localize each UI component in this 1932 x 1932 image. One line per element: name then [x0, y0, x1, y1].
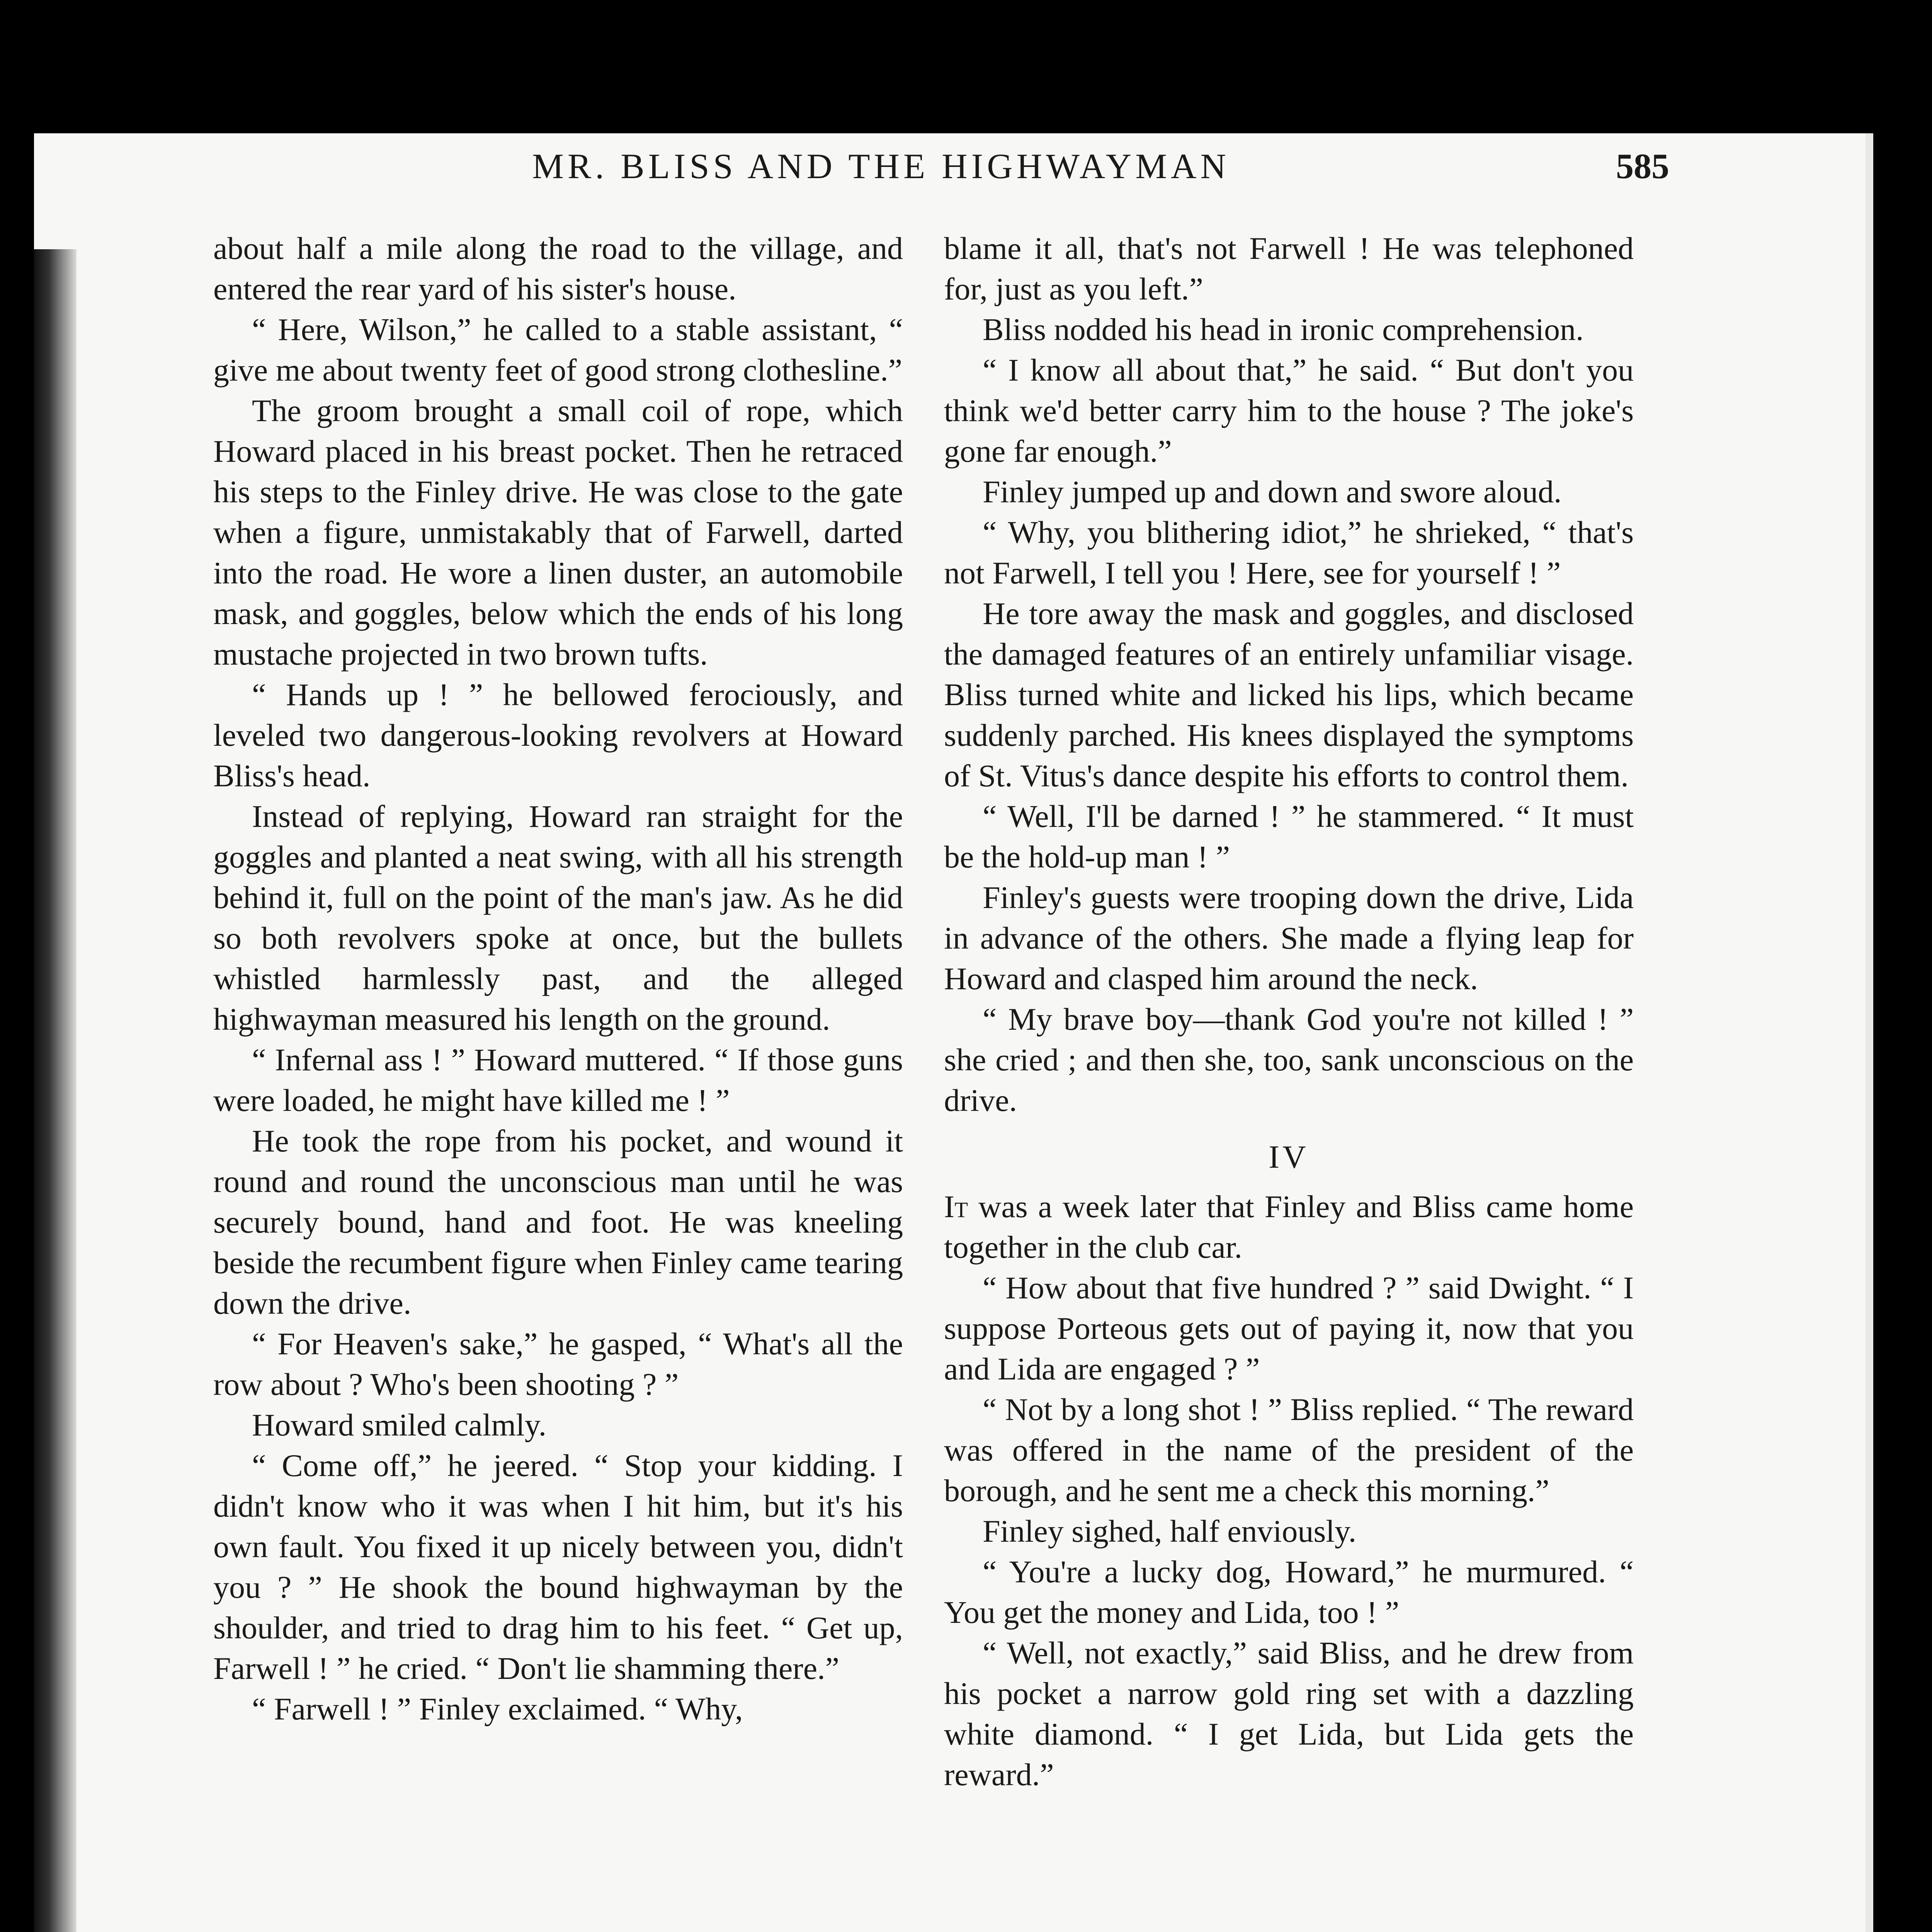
paragraph: “ My brave boy—thank God you're not killed ! ” she cried ; and then she, too, sank unconscious on the drive. — [944, 1002, 1634, 1118]
running-head: MR. BLISS AND THE HIGHWAYMAN — [532, 146, 1230, 186]
left-column — [213, 228, 903, 1729]
paragraph: Finley's guests were trooping down the drive, Lida in advance of the others. She made a flying leap for Howard and clasped him around the neck. — [944, 880, 1634, 996]
paragraph: “ Here, Wilson,” he called to a stable assistant, “ give me about twenty feet of good strong clothesline.” — [213, 312, 903, 388]
paragraph: He took the rope from his pocket, and wound it round and round the unconscious man until he was securely bound, hand and foot. He was kneeling beside the recumbent figure when Finley came tearing down the drive. — [213, 1123, 903, 1321]
paragraph: “ How about that five hundred ? ” said Dwight. “ I suppose Porteous gets out of paying it, now that you and Lida are engaged ? ” — [944, 1270, 1634, 1386]
paragraph: blame it all, that's not Farwell ! He was telephoned for, just as you left.” — [944, 231, 1634, 306]
paragraph: “ I know all about that,” he said. “ But don't you think we'd better carry him to the house ? The joke's gone far enough.” — [944, 352, 1634, 469]
paragraph: “ Why, you blithering idiot,” he shrieked, “ that's not Farwell, I tell you ! Here, see for yourself ! ” — [944, 515, 1634, 590]
paragraph: He tore away the mask and goggles, and disclosed the damaged features of an entirely unfamiliar visage. Bliss turned white and licked his lips, which became suddenly parched. His knees displayed the symptoms of St. Vitus's dance despite his efforts to control them. — [944, 596, 1634, 793]
paragraph: “ Well, not exactly,” said Bliss, and he drew from his pocket a narrow gold ring set with a dazzling white diamond. “ I get Lida, but Lida gets the reward.” — [944, 1635, 1634, 1792]
paragraph: Howard smiled calmly. — [252, 1407, 547, 1442]
right-column-part-a — [944, 228, 1634, 1121]
section-heading: IV — [1269, 1139, 1309, 1175]
paragraph: Finley sighed, half enviously. — [983, 1514, 1357, 1549]
paragraph: “ For Heaven's sake,” he gasped, “ What's all the row about ? Who's been shooting ? ” — [213, 1326, 903, 1402]
paragraph: “ Not by a long shot ! ” Bliss replied. “ The reward was offered in the name of the president of the borough, and he sent me a check this morning.” — [944, 1392, 1634, 1508]
page-gutter-shadow — [34, 249, 77, 1932]
paragraph: Instead of replying, Howard ran straight for the goggles and planted a neat swing, with all his strength behind it, full on the point of the man's jaw. As he did so both revolvers spoke at once, but the bullets whistled harmlessly past, and the alleged highwayman measured his length on the ground. — [213, 799, 903, 1037]
paragraph: “ Come off,” he jeered. “ Stop your kidding. I didn't know who it was when I hit him, but it's his own fault. You fixed it up nicely between you, didn't you ? ” He shook the bound highwayman by the shoulder, and tried to drag him to his feet. “ Get up, Farwell ! ” he cried. “ Don't lie shamming there.” — [213, 1448, 903, 1686]
section-first-text: was a week later that Finley and Bliss came home together in the club car. — [944, 1189, 1634, 1265]
paragraph: The groom brought a small coil of rope, which Howard placed in his breast pocket. Then he retraced his steps to the Finley drive. He was close to the gate when a figure, unmistakably that of Farwell, darted into the road. He wore a linen duster, an automobile mask, and goggles, below which the ends of his long mustache projected in two brown tufts. — [213, 393, 903, 672]
paragraph: Bliss nodded his head in ironic comprehension. — [983, 312, 1584, 347]
right-column — [944, 228, 1634, 1795]
right-column-part-b — [944, 1267, 1634, 1795]
paragraph: “ You're a lucky dog, Howard,” he murmured. “ You get the money and Lida, too ! ” — [944, 1554, 1634, 1630]
paragraph: “ Farwell ! ” Finley exclaimed. “ Why, — [252, 1691, 743, 1726]
page-number: 585 — [1616, 146, 1669, 186]
paragraph: about half a mile along the road to the village, and entered the rear yard of his sister's house. — [213, 231, 903, 306]
section-first-paragraph — [944, 1186, 1634, 1267]
paragraph: “ Well, I'll be darned ! ” he stammered. “ It must be the hold-up man ! ” — [944, 799, 1634, 874]
paragraph: “ Hands up ! ” he bellowed ferociously, and leveled two dangerous-looking revolvers at Howard Bliss's head. — [213, 677, 903, 793]
paragraph: “ Infernal ass ! ” Howard muttered. “ If those guns were loaded, he might have killed me ! ” — [213, 1042, 903, 1118]
section-lead-word: It — [944, 1189, 968, 1224]
page-edge — [1866, 133, 1873, 1932]
paragraph: Finley jumped up and down and swore aloud. — [983, 474, 1562, 509]
